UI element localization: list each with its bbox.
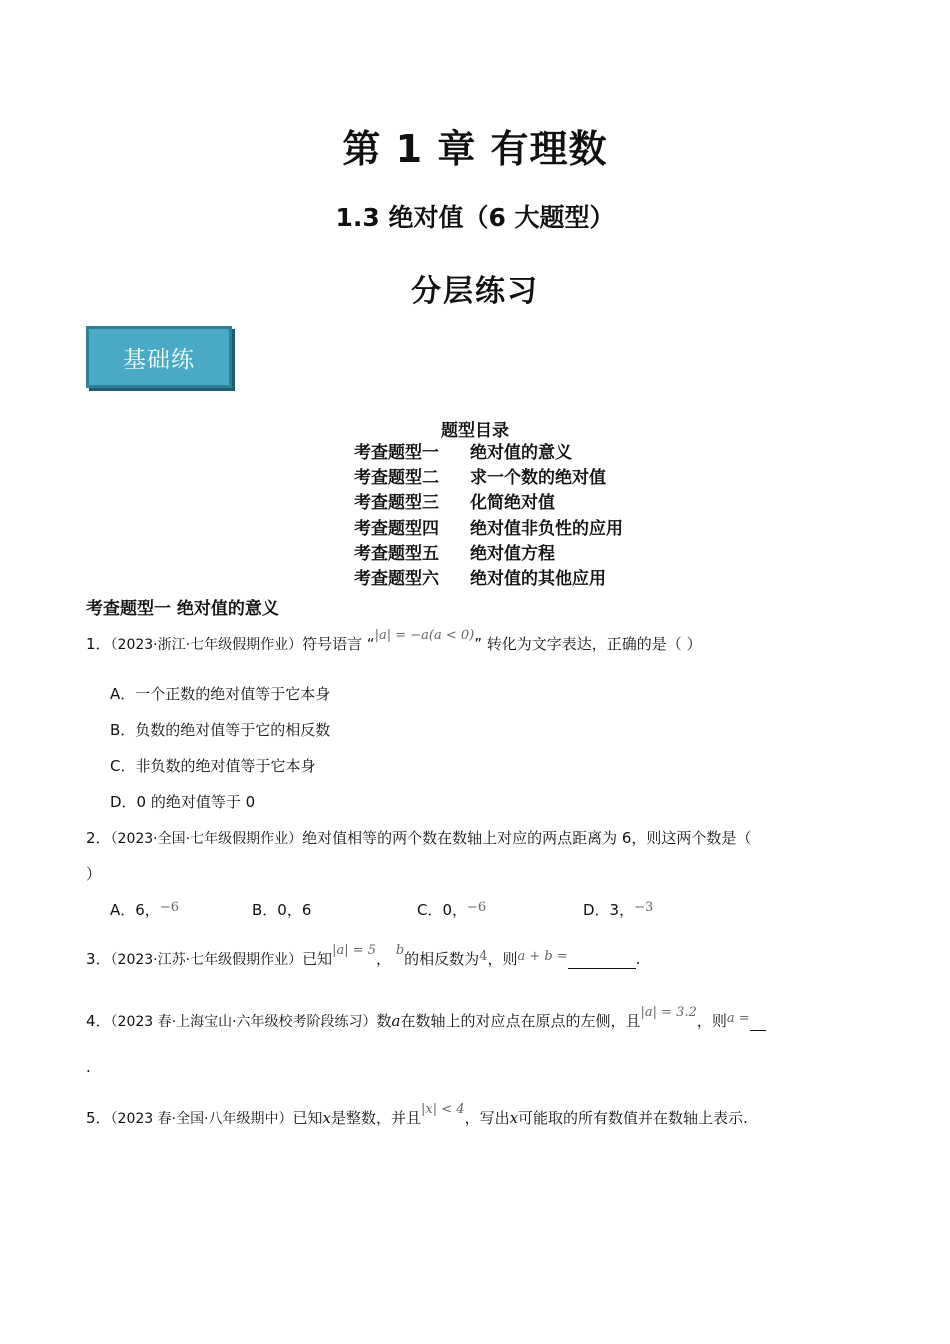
question-text: ，则 — [487, 950, 518, 968]
question-5 — [86, 1102, 748, 1128]
question-3 — [86, 943, 641, 969]
math-expression: a + b = — [517, 949, 568, 964]
toc-item-num: 考查题型六 — [354, 568, 439, 589]
math-expression: −3 — [634, 900, 654, 915]
q1-option-d: D．0 的绝对值等于 0 — [110, 793, 256, 811]
question-4 — [86, 1005, 766, 1031]
layer-title: 分层练习 — [411, 274, 539, 309]
question-text: 数 — [376, 1012, 392, 1030]
toc-title: 题型目录 — [441, 421, 509, 441]
math-expression: |a| = 5 — [332, 943, 377, 958]
answer-blank[interactable] — [750, 1012, 766, 1031]
math-expression: 4 — [479, 949, 488, 964]
question-number: 1． — [86, 635, 111, 653]
question-number: 3． — [86, 950, 111, 968]
toc-item-name: 绝对值方程 — [470, 543, 555, 564]
toc-item — [354, 542, 623, 567]
question-4-continued: . — [86, 1058, 91, 1076]
variable: x — [509, 1109, 519, 1127]
answer-blank[interactable] — [568, 950, 636, 969]
question-text: 是整数，并且 — [331, 1109, 422, 1127]
question-text: 在数轴上的对应点在原点的左侧，且 — [400, 1012, 641, 1030]
question-section-heading: 考查题型一 绝对值的意义 — [86, 599, 279, 619]
option-label: C．0， — [417, 901, 468, 919]
question-number: 5． — [86, 1109, 111, 1127]
toc-item-num: 考查题型五 — [354, 543, 439, 564]
q1-option-a: A．一个正数的绝对值等于它本身 — [110, 685, 331, 703]
math-expression: |a| = 3.2 — [640, 1005, 697, 1020]
question-text: 已知 — [302, 950, 333, 968]
basic-practice-badge: 基础练 — [86, 326, 232, 388]
question-1 — [86, 628, 702, 654]
math-expression: −6 — [467, 900, 487, 915]
question-text: ” 转化为文字表达，正确的是（ ） — [474, 635, 702, 653]
math-expression: |x| < 4 — [421, 1102, 465, 1117]
toc-item-name: 化简绝对值 — [470, 493, 555, 514]
question-text: 的相反数为 — [404, 950, 480, 968]
question-source: （2023 春·上海宝山·六年级校考阶段练习） — [110, 1014, 377, 1030]
question-source: （2023 春·全国·八年级期中） — [110, 1111, 293, 1127]
question-source: （2023·全国·七年级假期作业） — [110, 831, 303, 847]
q2-option-a — [110, 899, 179, 920]
math-expression: b — [395, 943, 405, 958]
toc-item-name: 绝对值非负性的应用 — [470, 518, 623, 539]
question-text: 已知 — [292, 1109, 323, 1127]
question-number: 2． — [86, 829, 111, 847]
toc-item-name: 绝对值的意义 — [470, 443, 572, 463]
toc-item — [354, 517, 623, 542]
toc-item-num: 考查题型三 — [354, 493, 439, 514]
question-text: 可能取的所有数值并在数轴上表示. — [518, 1109, 748, 1127]
question-text: 绝对值相等的两个数在数轴上对应的两点距离为 6，则这两个数是（ — [302, 829, 752, 847]
variable: a — [391, 1012, 401, 1030]
toc-item-num: 考查题型二 — [354, 468, 439, 489]
q1-option-c: C．非负数的绝对值等于它本身 — [110, 757, 316, 775]
section-title: 1.3 绝对值（6 大题型） — [335, 203, 615, 232]
variable: x — [322, 1109, 332, 1127]
question-text: ，则 — [696, 1012, 727, 1030]
question-text: . — [635, 950, 641, 968]
chapter-title: 第 1 章 有理数 — [342, 127, 608, 171]
question-text: ，写出 — [464, 1109, 510, 1127]
toc-item-name: 求一个数的绝对值 — [470, 468, 606, 489]
math-expression: −6 — [159, 900, 179, 915]
option-label: A．6， — [110, 901, 160, 919]
toc-item — [354, 441, 623, 466]
option-label: D．3， — [583, 901, 635, 919]
question-text: ， — [376, 950, 392, 968]
toc-item — [354, 466, 623, 491]
question-text: 符号语言 “ — [302, 635, 375, 653]
question-number: 4． — [86, 1012, 111, 1030]
toc-item-num: 考查题型一 — [354, 443, 439, 463]
question-2-continued: ） — [86, 865, 102, 883]
q2-option-d — [583, 899, 653, 920]
question-source: （2023·江苏·七年级假期作业） — [110, 952, 303, 968]
q2-option-c — [417, 899, 486, 920]
toc-item — [354, 491, 623, 516]
math-expression: |a| = −a(a < 0) — [374, 628, 475, 643]
toc-list — [354, 441, 623, 592]
toc-item-num: 考查题型四 — [354, 518, 439, 539]
question-source: （2023·浙江·七年级假期作业） — [110, 637, 303, 653]
toc-item-name: 绝对值的其他应用 — [470, 568, 606, 589]
q1-option-b: B．负数的绝对值等于它的相反数 — [110, 721, 331, 739]
question-2 — [86, 827, 751, 848]
q2-option-b: B．0，6 — [252, 901, 312, 919]
math-expression: a = — [726, 1011, 750, 1026]
toc-item — [354, 567, 623, 592]
